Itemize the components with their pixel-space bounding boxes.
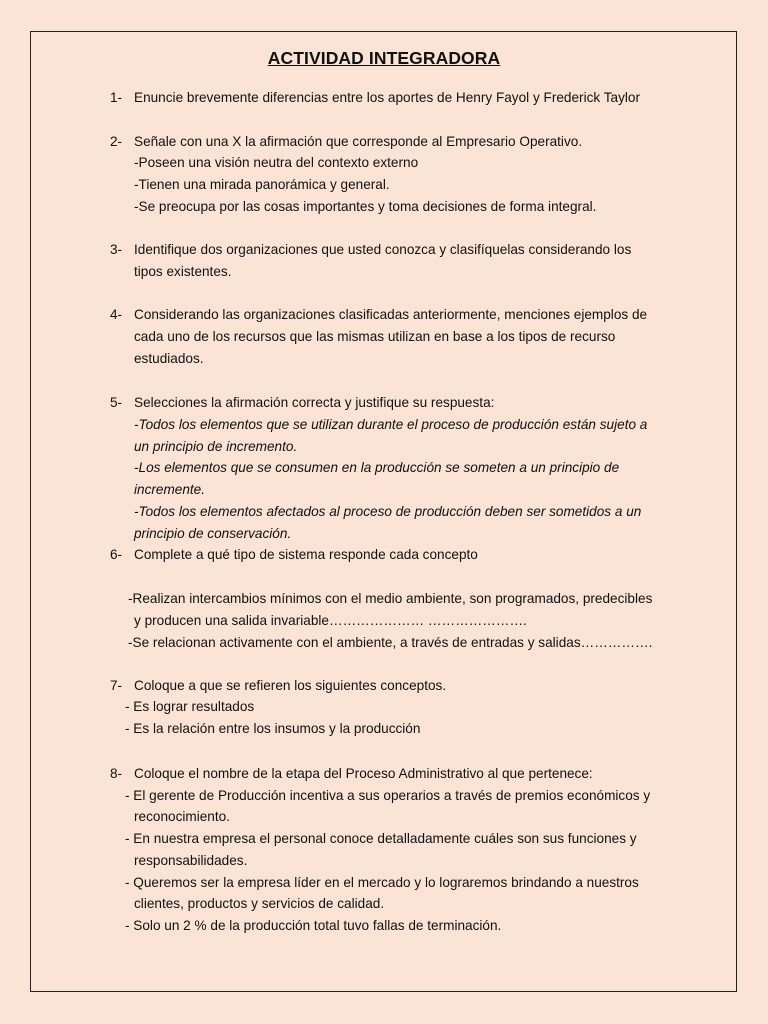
q4-number: 4- (110, 307, 123, 322)
q8-item: reconocimiento. (134, 809, 230, 824)
q2-number: 2- (110, 134, 123, 149)
q6-item: y producen una salida invariable………………… …………………. (134, 613, 527, 628)
q5-option: -Todos los elementos afectados al proceso de producción deben ser sometidos a un (134, 504, 642, 519)
q6-text: Complete a qué tipo de sistema responde cada concepto (134, 547, 478, 562)
q3-text: tipos existentes. (134, 264, 232, 279)
q3-text: Identifique dos organizaciones que usted conozca y clasifíquelas considerando los (134, 242, 632, 257)
q1-number: 1- (110, 90, 123, 105)
q3-number: 3- (110, 242, 123, 257)
q2-option: -Se preocupa por las cosas importantes y toma decisiones de forma integral. (134, 199, 597, 214)
q8-item: - El gerente de Producción incentiva a sus operarios a través de premios económicos y (125, 788, 651, 803)
page-title: ACTIVIDAD INTEGRADORA (267, 48, 501, 68)
q8-item: - Queremos ser la empresa líder en el mercado y lo lograremos brindando a nuestros (125, 875, 639, 890)
q8-item: responsabilidades. (134, 853, 248, 868)
q2-option: -Tienen una mirada panorámica y general. (134, 177, 390, 192)
q8-item: - Solo un 2 % de la producción total tuvo fallas de terminación. (125, 918, 502, 933)
q5-option: un principio de incremento. (134, 439, 298, 454)
q5-number: 5- (110, 395, 123, 410)
q5-option: -Los elementos que se consumen en la producción se someten a un principio de (134, 460, 620, 475)
q8-text: Coloque el nombre de la etapa del Proceso Administrativo al que pertenece: (134, 766, 593, 781)
q5-option: incremente. (134, 482, 206, 497)
q4-text: estudiados. (134, 351, 204, 366)
q7-item: - Es lograr resultados (125, 699, 255, 714)
q1-text: Enuncie brevemente diferencias entre los aportes de Henry Fayol y Frederick Taylor (134, 90, 640, 105)
q5-text: Selecciones la afirmación correcta y justifique su respuesta: (134, 395, 495, 410)
q5-option: principio de conservación. (134, 526, 292, 541)
q8-item: clientes, productos y servicios de calidad. (134, 896, 385, 911)
q2-text: Señale con una X la afirmación que corresponde al Empresario Operativo. (134, 134, 583, 149)
q7-number: 7- (110, 678, 123, 693)
q6-number: 6- (110, 547, 123, 562)
q6-item: -Realizan intercambios mínimos con el medio ambiente, son programados, predecibles (128, 591, 653, 606)
q5-option: -Todos los elementos que se utilizan durante el proceso de producción están sujeto a (134, 417, 648, 432)
q4-text: cada uno de los recursos que las mismas utilizan en base a los tipos de recurso (134, 329, 616, 344)
q8-number: 8- (110, 766, 123, 781)
q8-item: - En nuestra empresa el personal conoce detalladamente cuáles son sus funciones y (125, 831, 637, 846)
q7-item: - Es la relación entre los insumos y la producción (125, 721, 421, 736)
q2-option: -Poseen una visión neutra del contexto externo (134, 155, 419, 170)
q4-text: Considerando las organizaciones clasificadas anteriormente, menciones ejemplos de (134, 307, 648, 322)
q6-item: -Se relacionan activamente con el ambiente, a través de entradas y salidas……………. (128, 635, 653, 650)
q7-text: Coloque a que se refieren los siguientes conceptos. (134, 678, 447, 693)
